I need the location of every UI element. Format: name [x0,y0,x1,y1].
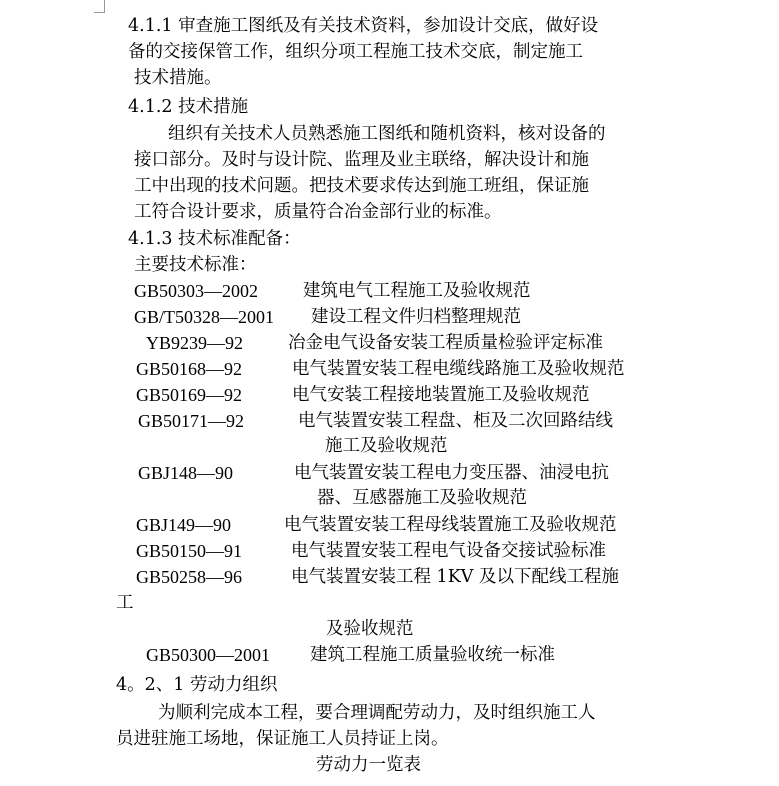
standard-code: GBJ149—90 [136,515,232,535]
section-4-1-2-line-2: 接口部分。及时与设计院、监理及业主联络，解决设计和施 [134,150,589,170]
standard-title: 建设工程文件归档整理规范 [311,307,521,327]
section-4-2-1-line-2: 员进驻施工场地，保证施工人员持证上岗。 [116,729,449,749]
standard-code: GB50169—92 [136,385,243,405]
standard-title: 电气装置安装工程电气设备交接试验标准 [291,541,606,561]
section-4-1-2-heading: 4.1.2 技术措施 [128,97,249,117]
standard-title: 电气装置安装工程母线装置施工及验收规范 [284,515,617,535]
standard-code: GB50303—2002 [134,281,259,301]
standard-title: 电气装置安装工程电力变压器、油浸电抗 [294,463,609,483]
section-4-2-1-heading: 4。2、1 劳动力组织 [116,675,278,695]
standard-title: 电气装置安装工程盘、柜及二次回路结线 [298,411,613,431]
standard-title: 电气装置安装工程电缆线路施工及验收规范 [292,359,625,379]
page-corner-mark [94,0,105,13]
standard-title: 电气装置安装工程 1KV 及以下配线工程施 [291,567,619,587]
section-4-1-2-line-4: 工符合设计要求，质量符合冶金部行业的标准。 [134,202,502,222]
standard-title-continued: 及验收规范 [326,619,414,639]
standard-code: GB50150—91 [136,541,243,561]
standard-code: GB50168—92 [136,359,243,379]
section-4-1-1-line-3: 技术措施。 [134,68,222,88]
standard-title: 冶金电气设备安装工程质量检验评定标准 [288,333,603,353]
section-4-1-2-line-3: 工中出现的技术问题。把技术要求传达到施工班组，保证施 [134,176,589,196]
section-4-1-2-line-1: 组织有关技术人员熟悉施工图纸和随机资料，核对设备的 [168,124,606,144]
section-4-1-3-heading: 4.1.3 技术标准配备： [128,229,301,249]
standard-title: 建筑电气工程施工及验收规范 [303,281,531,301]
labor-table-title: 劳动力一览表 [316,755,421,775]
standards-intro: 主要技术标准： [134,255,257,275]
standard-code: GB50300—2001 [146,645,271,665]
standard-title-continued: 器、互感器施工及验收规范 [317,488,527,508]
standard-title-wrap: 工 [116,593,134,613]
standard-code: GB50171—92 [138,411,245,431]
standard-code: GB/T50328—2001 [134,307,275,327]
standard-code: GBJ148—90 [138,463,234,483]
standard-code: YB9239—92 [146,333,244,353]
standard-title: 电气安装工程接地装置施工及验收规范 [292,385,590,405]
standard-title-continued: 施工及验收规范 [325,436,448,456]
standard-title: 建筑工程施工质量验收统一标准 [310,645,555,665]
standard-code: GB50258—96 [136,567,243,587]
section-4-1-1-line-1: 4.1.1 审查施工图纸及有关技术资料，参加设计交底，做好设 [128,16,599,36]
section-4-2-1-line-1: 为顺利完成本工程，要合理调配劳动力，及时组织施工人 [158,703,596,723]
section-4-1-1-line-2: 备的交接保管工作，组织分项工程施工技术交底，制定施工 [128,42,583,62]
